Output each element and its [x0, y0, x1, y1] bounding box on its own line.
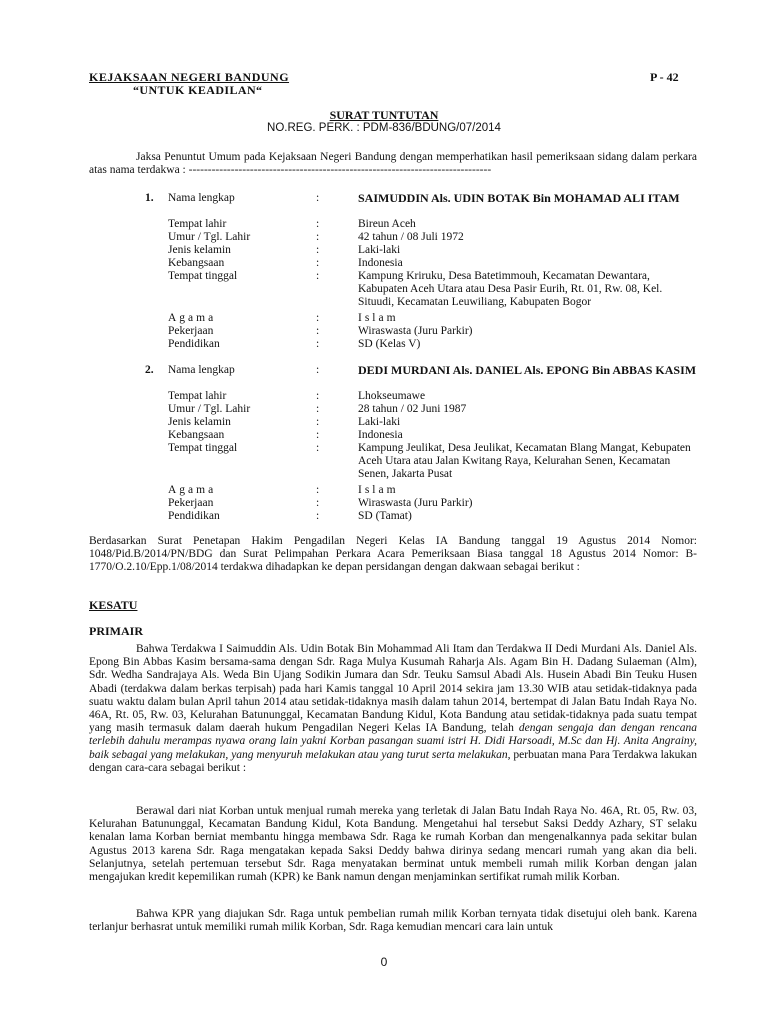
- field-label: Agama: [168, 484, 217, 496]
- field-label: Tempat lahir: [168, 218, 227, 230]
- field-label: Nama lengkap: [168, 192, 235, 204]
- field-value: Laki-laki: [358, 244, 401, 256]
- field-colon: :: [316, 403, 320, 415]
- field-label: Pekerjaan: [168, 325, 214, 337]
- defendant-number: 1.: [145, 192, 154, 204]
- document-title: SURAT TUNTUTAN: [329, 108, 439, 122]
- intro-paragraph: Jaksa Penuntut Umum pada Kejaksaan Negeri Bandung dengan memperhatikan hasil pemeriksaan sidang dalam perkara atas nama terdakwa : -------------------------------------------------------------------------------: [89, 151, 697, 177]
- section-primair: PRIMAIR: [89, 624, 143, 638]
- field-colon: :: [316, 270, 320, 282]
- field-label: Tempat lahir: [168, 390, 227, 402]
- field-colon: :: [316, 442, 320, 454]
- defendant-name: DEDI MURDANI Als. DANIEL Als. EPONG Bin ABBAS KASIM: [358, 363, 697, 377]
- field-value: Kampung Kriruku, Desa Batetimmouh, Kecamatan Dewantara, Kabupaten Aceh Utara atau Desa Pasir Eurih, Rt. 01, Rw. 08, Kel. Situudi, Kecamatan Leuwiliang, Kabupaten Bogor: [358, 270, 663, 309]
- field-label: Umur / Tgl. Lahir: [168, 403, 251, 415]
- field-label: Pendidikan: [168, 338, 220, 350]
- field-value: Wiraswasta (Juru Parkir): [358, 325, 473, 337]
- field-value: Indonesia: [358, 429, 403, 441]
- field-colon: :: [316, 338, 320, 350]
- field-value: Kampung Jeulikat, Desa Jeulikat, Kecamatan Blang Mangat, Kebupaten Aceh Utara atau Jalan Kwitang Raya, Kelurahan Senen, Kecamatan Senen, Jakarta Pusat: [358, 442, 691, 481]
- defendant-number: 2.: [145, 364, 154, 376]
- field-colon: :: [316, 218, 320, 230]
- field-value: Laki-laki: [358, 416, 401, 428]
- charge-paragraph-1: [89, 643, 697, 775]
- field-colon: :: [316, 231, 320, 243]
- field-value: Bireun Aceh: [358, 218, 416, 230]
- page-number: 0: [380, 955, 388, 969]
- registration-number: NO.REG. PERK. : PDM-836/BDUNG/07/2014: [267, 122, 501, 134]
- charge-paragraph-2: Berawal dari niat Korban untuk menjual rumah mereka yang terletak di Jalan Batu Indah Raya No. 46A, Rt. 05, Rw. 03, Kelurahan Batununggal, Kecamatan Bandung Kidul, Kota Bandung. Mengetahui hal tersebut Saksi Deddy Azhary, ST selaku kenalan lama Korban berniat membantu hingga membawa Sdr. Raga ke rumah Korban dan mengenalkannya pada sekitar bulan Agustus 2013 karena Sdr. Raga mengatakan kepada Saksi Deddy bahwa dirinya sedang mencari rumah yang akan dia beli. Selanjutnya, setelah pertemuan tersebut Sdr. Raga menyatakan berminat untuk membeli rumah milik Korban dengan jalan mengajukan kredit kepemilikan rumah (KPR) ke Bank namun dengan menjaminkan sertifikat rumah milik Korban.: [89, 805, 697, 884]
- defendant-name: SAIMUDDIN Als. UDIN BOTAK Bin MOHAMAD ALI ITAM: [358, 191, 680, 205]
- field-colon: :: [316, 312, 320, 324]
- field-colon: :: [316, 510, 320, 522]
- field-value: 28 tahun / 02 Juni 1987: [358, 403, 467, 415]
- charge-paragraph-3: Bahwa KPR yang diajukan Sdr. Raga untuk pembelian rumah milik Korban ternyata tidak disetujui oleh bank. Karena terlanjur berhasrat untuk memiliki rumah milik Korban, Sdr. Raga kemudian mencari cara lain untuk: [89, 908, 697, 934]
- field-label: Kebangsaan: [168, 257, 225, 269]
- field-value: Indonesia: [358, 257, 403, 269]
- basis-paragraph: Berdasarkan Surat Penetapan Hakim Pengadilan Negeri Kelas IA Bandung tanggal 19 Agustus 2014 Nomor: 1048/Pid.B/2014/PN/BDG dan Surat Pelimpahan Perkara Acara Pemeriksaan Biasa tanggal 18 Agustus 2014 Nomor: B-1770/O.2.10/Epp.1/08/2014 terdakwa dihadapkan ke depan persidangan dengan dakwaan sebagai berikut :: [89, 535, 697, 574]
- charge-text: Bahwa Terdakwa I Saimuddin Als. Udin Botak Bin Mohammad Ali Itam dan Terdakwa II Dedi Murdani Als. Daniel Als. Epong Bin Abbas Kasim bersama-sama dengan Sdr. Raga Mulya Kusumah Raharja Als. Agam Bin H. Dadang Sulaeman (Alm), Sdr. Wedha Sandrajaya Als. Weda Bin Ujang Sodikin Jumara dan Sdr. Teuku Samsul Abadi Als. Husein Abadi Bin Teuku Husen Abadi (terdakwa dalam berkas terpisah) pada hari Kamis tanggal 10 April 2014 sekira jam 13.30 WIB atau setidak-tidaknya pada suatu waktu dalam bulan April tahun 2014 atau setidak-tidaknya masih dalam tahun 2014, bertempat di Jalan Batu Indah Raya No. 46A, Rt. 05, Rw. 03, Kelurahan Batununggal, Kecamatan Bandung Kidul, Kota Bandung atau setidak-tidaknya pada suatu tempat yang masih termasuk dalam daerah hukum Pengadilan Negeri Kelas IA Bandung, telah: [89, 643, 697, 735]
- field-label: Pekerjaan: [168, 497, 214, 509]
- section-kesatu: KESATU: [89, 598, 138, 612]
- field-label: Agama: [168, 312, 217, 324]
- field-label: Pendidikan: [168, 510, 220, 522]
- field-value: SD (Kelas V): [358, 338, 421, 350]
- field-label: Kebangsaan: [168, 429, 225, 441]
- field-value: SD (Tamat): [358, 510, 412, 522]
- field-value: Wiraswasta (Juru Parkir): [358, 497, 473, 509]
- field-label: Jenis kelamin: [168, 416, 231, 428]
- field-label: Tempat tinggal: [168, 442, 238, 454]
- organization-motto: “UNTUK KEADILAN“: [133, 83, 263, 97]
- field-value: Islam: [358, 312, 399, 324]
- field-value: Lhokseumawe: [358, 390, 426, 402]
- field-value: 42 tahun / 08 Juli 1972: [358, 231, 464, 243]
- charge-text-end: perbuatan mana Para Terdakwa lakukan dengan cara-cara sebagai berikut :: [89, 748, 698, 774]
- field-colon: :: [316, 257, 320, 269]
- field-colon: :: [316, 325, 320, 337]
- field-colon: :: [316, 364, 320, 376]
- field-label: Umur / Tgl. Lahir: [168, 231, 251, 243]
- field-colon: :: [316, 244, 320, 256]
- field-colon: :: [316, 390, 320, 402]
- field-colon: :: [316, 497, 320, 509]
- field-colon: :: [316, 416, 320, 428]
- field-label: Nama lengkap: [168, 364, 235, 376]
- field-colon: :: [316, 484, 320, 496]
- field-label: Jenis kelamin: [168, 244, 231, 256]
- charge-text-italic: dengan sengaja dan dengan rencana terlebih dahulu merampas nyawa orang lain yakni Korban pasangan suami istri H. Didi Harsoadi, M.Sc dan Hj. Anita Angrainy, baik sebagai yang melakukan, yang menyuruh melakukan atau yang turut serta melakukan,: [89, 722, 697, 761]
- field-value: Islam: [358, 484, 399, 496]
- field-label: Tempat tinggal: [168, 270, 238, 282]
- field-colon: :: [316, 429, 320, 441]
- organization-name: KEJAKSAAN NEGERI BANDUNG: [89, 70, 290, 84]
- form-code: P - 42: [650, 70, 679, 84]
- field-colon: :: [316, 192, 320, 204]
